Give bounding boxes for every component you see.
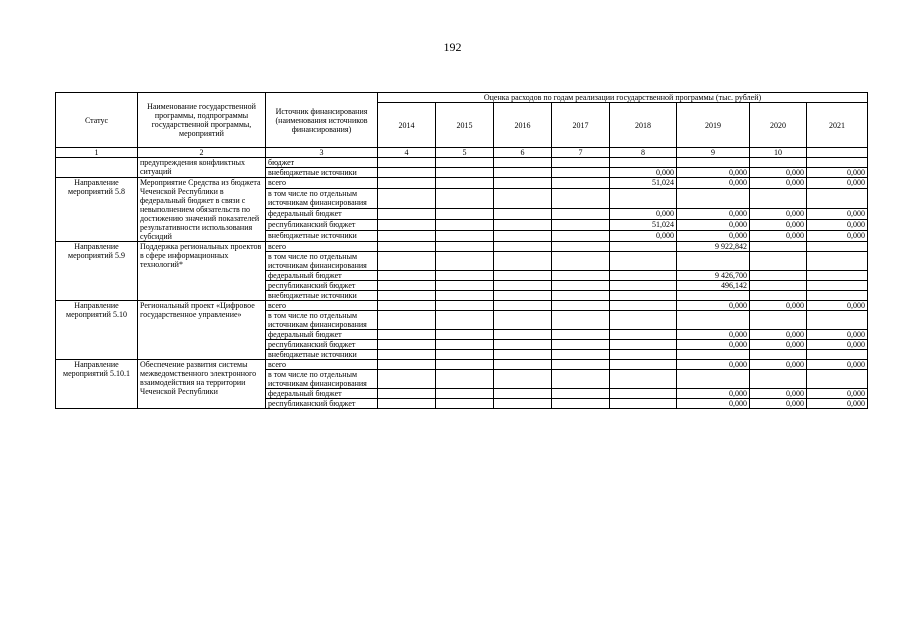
amount-cell	[610, 291, 677, 301]
amount-cell	[552, 209, 610, 220]
column-index: 6	[494, 148, 552, 158]
amount-cell: 0,000	[677, 360, 750, 370]
header-year: 2015	[436, 103, 494, 148]
table-row	[56, 242, 868, 252]
amount-cell	[494, 340, 552, 350]
funding-source-cell: бюджет	[266, 158, 378, 168]
amount-cell	[552, 340, 610, 350]
amount-cell	[552, 168, 610, 178]
amount-cell	[436, 360, 494, 370]
amount-cell	[552, 178, 610, 189]
table-row	[56, 301, 868, 311]
amount-cell	[494, 209, 552, 220]
status-cell: Направление мероприятий 5.9	[56, 242, 138, 301]
amount-cell	[750, 370, 807, 389]
table-row	[56, 360, 868, 370]
column-index: 9	[677, 148, 750, 158]
amount-cell: 51,024	[610, 220, 677, 231]
amount-cell	[552, 220, 610, 231]
amount-cell	[610, 242, 677, 252]
column-index: 8	[610, 148, 677, 158]
funding-source-cell: республиканский бюджет	[266, 340, 378, 350]
amount-cell	[610, 389, 677, 399]
funding-source-cell: в том числе по отдельным источникам финансирования	[266, 188, 378, 209]
amount-cell	[552, 271, 610, 281]
amount-cell	[494, 281, 552, 291]
header-year: 2020	[750, 103, 807, 148]
measure-name-cell: Обеспечение развития системы межведомственного электронного взаимодействия на территории Чеченской Республики	[138, 360, 266, 409]
status-cell: Направление мероприятий 5.10.1	[56, 360, 138, 409]
amount-cell	[378, 168, 436, 178]
amount-cell: 0,000	[677, 340, 750, 350]
table-body	[56, 158, 868, 409]
amount-cell	[677, 291, 750, 301]
amount-cell	[436, 220, 494, 231]
amount-cell	[436, 209, 494, 220]
column-index: 5	[436, 148, 494, 158]
funding-source-cell: внебюджетные источники	[266, 168, 378, 178]
funding-source-cell: федеральный бюджет	[266, 389, 378, 399]
funding-source-cell: в том числе по отдельным источникам финансирования	[266, 370, 378, 389]
amount-cell	[378, 188, 436, 209]
amount-cell	[436, 340, 494, 350]
column-index	[807, 148, 868, 158]
amount-cell	[494, 370, 552, 389]
amount-cell	[494, 220, 552, 231]
funding-source-cell: внебюджетные источники	[266, 291, 378, 301]
amount-cell: 0,000	[750, 330, 807, 340]
amount-cell: 9 426,700	[677, 271, 750, 281]
amount-cell	[610, 252, 677, 271]
amount-cell	[494, 330, 552, 340]
amount-cell	[378, 158, 436, 168]
amount-cell	[436, 252, 494, 271]
amount-cell	[436, 158, 494, 168]
column-index-row	[56, 148, 868, 158]
amount-cell: 0,000	[807, 389, 868, 399]
funding-source-cell: всего	[266, 178, 378, 189]
header-year: 2018	[610, 103, 677, 148]
amount-cell	[378, 370, 436, 389]
amount-cell: 0,000	[807, 231, 868, 242]
amount-cell	[378, 271, 436, 281]
amount-cell	[610, 370, 677, 389]
amount-cell	[610, 271, 677, 281]
amount-cell	[436, 291, 494, 301]
funding-source-cell: внебюджетные источники	[266, 350, 378, 360]
amount-cell	[677, 188, 750, 209]
amount-cell	[750, 291, 807, 301]
amount-cell	[436, 271, 494, 281]
amount-cell	[436, 188, 494, 209]
amount-cell	[610, 281, 677, 291]
amount-cell	[610, 158, 677, 168]
column-index: 1	[56, 148, 138, 158]
amount-cell: 0,000	[750, 389, 807, 399]
funding-source-cell: в том числе по отдельным источникам финансирования	[266, 252, 378, 271]
amount-cell	[750, 188, 807, 209]
status-cell: Направление мероприятий 5.10	[56, 301, 138, 360]
page-number: 192	[443, 40, 462, 54]
amount-cell	[378, 340, 436, 350]
amount-cell: 0,000	[677, 178, 750, 189]
budget-table	[55, 92, 868, 409]
amount-cell	[750, 271, 807, 281]
funding-source-cell: федеральный бюджет	[266, 330, 378, 340]
amount-cell: 0,000	[610, 168, 677, 178]
column-index: 3	[266, 148, 378, 158]
header-source: Источник финансирования (наименования источников финансирования)	[266, 93, 378, 148]
amount-cell	[552, 188, 610, 209]
amount-cell	[552, 389, 610, 399]
header-status: Статус	[56, 93, 138, 148]
amount-cell: 0,000	[677, 231, 750, 242]
amount-cell	[610, 350, 677, 360]
funding-source-cell: всего	[266, 301, 378, 311]
amount-cell: 0,000	[677, 399, 750, 409]
amount-cell	[552, 158, 610, 168]
header-year: 2019	[677, 103, 750, 148]
amount-cell	[436, 399, 494, 409]
amount-cell	[677, 370, 750, 389]
amount-cell	[552, 399, 610, 409]
amount-cell	[677, 311, 750, 330]
amount-cell	[494, 242, 552, 252]
amount-cell	[436, 330, 494, 340]
amount-cell	[494, 168, 552, 178]
amount-cell	[494, 271, 552, 281]
amount-cell	[610, 301, 677, 311]
amount-cell	[494, 399, 552, 409]
amount-cell	[378, 178, 436, 189]
amount-cell	[552, 311, 610, 330]
amount-cell: 0,000	[610, 209, 677, 220]
amount-cell	[494, 178, 552, 189]
amount-cell	[610, 399, 677, 409]
funding-source-cell: федеральный бюджет	[266, 271, 378, 281]
amount-cell: 0,000	[750, 168, 807, 178]
table-row	[56, 158, 868, 168]
amount-cell: 0,000	[677, 389, 750, 399]
amount-cell	[378, 301, 436, 311]
header-year: 2014	[378, 103, 436, 148]
amount-cell	[378, 291, 436, 301]
amount-cell	[677, 350, 750, 360]
amount-cell	[552, 370, 610, 389]
amount-cell	[436, 242, 494, 252]
amount-cell	[807, 281, 868, 291]
amount-cell	[610, 340, 677, 350]
amount-cell	[378, 399, 436, 409]
amount-cell	[436, 370, 494, 389]
measure-name-cell: Региональный проект «Цифровое государственное управление»	[138, 301, 266, 360]
amount-cell	[494, 252, 552, 271]
header-year: 2017	[552, 103, 610, 148]
amount-cell	[378, 330, 436, 340]
amount-cell: 0,000	[807, 399, 868, 409]
amount-cell: 51,024	[610, 178, 677, 189]
measure-name-cell: предупреждения конфликтных ситуаций	[138, 158, 266, 178]
amount-cell	[436, 231, 494, 242]
amount-cell	[610, 188, 677, 209]
amount-cell: 0,000	[807, 360, 868, 370]
amount-cell: 0,000	[750, 231, 807, 242]
amount-cell	[610, 330, 677, 340]
amount-cell	[677, 158, 750, 168]
amount-cell	[750, 242, 807, 252]
amount-cell	[807, 271, 868, 281]
column-index: 7	[552, 148, 610, 158]
amount-cell	[807, 370, 868, 389]
amount-cell	[552, 252, 610, 271]
amount-cell	[378, 281, 436, 291]
amount-cell	[494, 291, 552, 301]
amount-cell: 0,000	[807, 168, 868, 178]
amount-cell	[494, 158, 552, 168]
amount-cell: 9 922,842	[677, 242, 750, 252]
measure-name-cell: Поддержка региональных проектов в сфере информационных технологий*	[138, 242, 266, 301]
amount-cell	[436, 168, 494, 178]
amount-cell	[436, 178, 494, 189]
funding-source-cell: внебюджетные источники	[266, 231, 378, 242]
amount-cell: 0,000	[807, 178, 868, 189]
funding-source-cell: федеральный бюджет	[266, 209, 378, 220]
amount-cell	[494, 301, 552, 311]
amount-cell: 0,000	[750, 209, 807, 220]
header-year: 2021	[807, 103, 868, 148]
amount-cell	[378, 252, 436, 271]
amount-cell	[610, 311, 677, 330]
amount-cell	[552, 291, 610, 301]
amount-cell	[494, 350, 552, 360]
amount-cell: 0,000	[807, 209, 868, 220]
header-estimate: Оценка расходов по годам реализации государственной программы (тыс. рублей)	[378, 93, 868, 103]
amount-cell	[677, 252, 750, 271]
amount-cell: 0,000	[750, 301, 807, 311]
amount-cell	[436, 301, 494, 311]
amount-cell	[750, 281, 807, 291]
funding-source-cell: республиканский бюджет	[266, 281, 378, 291]
amount-cell: 0,000	[677, 220, 750, 231]
column-index: 10	[750, 148, 807, 158]
amount-cell	[436, 281, 494, 291]
amount-cell	[807, 291, 868, 301]
amount-cell	[436, 311, 494, 330]
amount-cell: 0,000	[610, 231, 677, 242]
funding-source-cell: республиканский бюджет	[266, 399, 378, 409]
amount-cell	[436, 350, 494, 360]
amount-cell	[807, 311, 868, 330]
amount-cell	[494, 360, 552, 370]
amount-cell: 496,142	[677, 281, 750, 291]
status-cell: Направление мероприятий 5.8	[56, 178, 138, 242]
amount-cell	[552, 350, 610, 360]
amount-cell: 0,000	[750, 220, 807, 231]
amount-cell	[552, 242, 610, 252]
column-index: 4	[378, 148, 436, 158]
amount-cell	[552, 330, 610, 340]
amount-cell	[807, 188, 868, 209]
amount-cell	[750, 252, 807, 271]
table-header	[56, 93, 868, 158]
amount-cell	[494, 188, 552, 209]
amount-cell	[807, 242, 868, 252]
amount-cell	[552, 360, 610, 370]
funding-source-cell: всего	[266, 242, 378, 252]
amount-cell	[807, 252, 868, 271]
amount-cell: 0,000	[807, 340, 868, 350]
amount-cell: 0,000	[750, 340, 807, 350]
amount-cell	[436, 389, 494, 399]
amount-cell	[750, 350, 807, 360]
amount-cell: 0,000	[807, 301, 868, 311]
table-row	[56, 178, 868, 189]
amount-cell: 0,000	[750, 399, 807, 409]
amount-cell	[494, 231, 552, 242]
funding-source-cell: республиканский бюджет	[266, 220, 378, 231]
amount-cell: 0,000	[807, 220, 868, 231]
funding-source-cell: всего	[266, 360, 378, 370]
amount-cell: 0,000	[677, 301, 750, 311]
amount-cell: 0,000	[677, 168, 750, 178]
column-index: 2	[138, 148, 266, 158]
amount-cell	[750, 311, 807, 330]
amount-cell	[807, 350, 868, 360]
amount-cell	[378, 389, 436, 399]
amount-cell	[378, 242, 436, 252]
header-name: Наименование государственной программы, подпрограммы государственной программы, мероприятий	[138, 93, 266, 148]
funding-source-cell: в том числе по отдельным источникам финансирования	[266, 311, 378, 330]
amount-cell: 0,000	[807, 330, 868, 340]
amount-cell	[610, 360, 677, 370]
amount-cell: 0,000	[677, 209, 750, 220]
amount-cell	[552, 301, 610, 311]
amount-cell: 0,000	[750, 178, 807, 189]
amount-cell	[807, 158, 868, 168]
amount-cell	[378, 311, 436, 330]
amount-cell	[552, 231, 610, 242]
amount-cell	[378, 350, 436, 360]
amount-cell	[378, 209, 436, 220]
measure-name-cell: Мероприятие Средства из бюджета Чеченской Республики в федеральный бюджет в связи с невыполнением обязательств по достижению значений показателей результативности использования субсидий	[138, 178, 266, 242]
amount-cell	[552, 281, 610, 291]
amount-cell	[378, 360, 436, 370]
amount-cell	[494, 311, 552, 330]
amount-cell	[494, 389, 552, 399]
status-cell	[56, 158, 138, 178]
amount-cell	[378, 220, 436, 231]
amount-cell: 0,000	[750, 360, 807, 370]
header-year: 2016	[494, 103, 552, 148]
amount-cell: 0,000	[677, 330, 750, 340]
amount-cell	[750, 158, 807, 168]
amount-cell	[378, 231, 436, 242]
